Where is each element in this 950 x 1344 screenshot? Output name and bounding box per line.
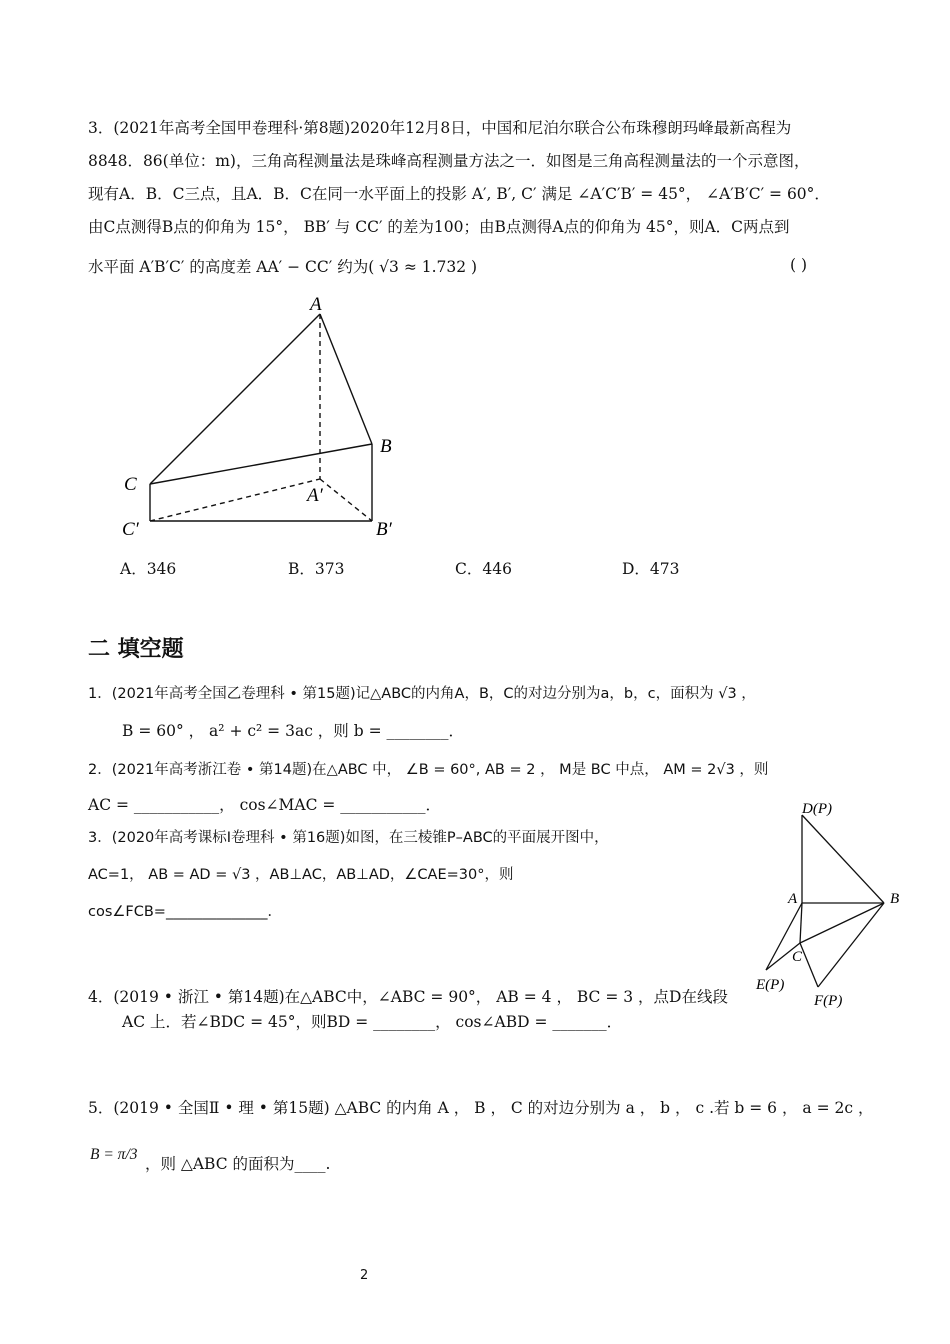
answer-paren: ( )	[790, 256, 808, 274]
edge-C1A1	[150, 479, 320, 521]
q1-line2: B = 60° ， a² + c² = 3ac ，则 b = ________．	[122, 722, 464, 740]
q5-line2: ，则 △ABC 的面积为____.	[145, 1155, 331, 1173]
label-B1: B′	[376, 519, 392, 540]
q4-line1: 4．(2019 • 浙江 • 第14题)在△ABC中，∠ABC = 90°， AB = 4 ， BC = 3 ，点D在线段	[88, 988, 728, 1006]
edge-A1B1	[320, 479, 372, 521]
label-D: D(P)	[802, 801, 832, 817]
label-B: B	[890, 891, 900, 907]
edge-CF	[800, 943, 818, 987]
problem3-line3: 现有A．B．C三点，且A．B．C在同一水平面上的投影 A′, B′, C′ 满足 ∠A′C′B′ = 45°， ∠A′B′C′ = 60°．	[88, 185, 830, 203]
q5-frac: B = π/3	[90, 1146, 138, 1163]
q4-line2: AC 上．若∠BDC = 45°，则BD = ________， cos∠ABD = _______．	[122, 1013, 623, 1031]
net-figure	[750, 795, 910, 1015]
problem3-line5: 水平面 A′B′C′ 的高度差 AA′ − CC′ 约为( √3 ≈ 1.732 )	[88, 258, 478, 276]
q3-line1: 3．(2020年高考课标Ⅰ卷理科 • 第16题)如图，在三棱锥P–ABC的平面展开图中，	[88, 830, 609, 846]
q3-line2: AC=1， AB = AD = √3 ，AB⊥AC，AB⊥AD，∠CAE=30°，则	[88, 867, 514, 883]
edge-CB	[800, 903, 884, 943]
edge-AB	[320, 314, 372, 444]
problem3-line2: 8848．86(单位：m)，三角高程测量法是珠峰高程测量方法之一．如图是三角高程测量法的一个示意图，	[88, 152, 810, 170]
label-F: F(P)	[814, 993, 843, 1009]
edge-AC	[800, 903, 802, 943]
problem3-line4: 由C点测得B点的仰角为 15°， BB′ 与 CC′ 的差为100；由B点测得A点的仰角为 45°，则A．C两点到	[88, 218, 790, 236]
label-A: A	[310, 294, 322, 315]
option-a: A．346	[120, 560, 177, 578]
option-b: B．373	[288, 560, 345, 578]
problem3-line1: 3．(2021年高考全国甲卷理科·第8题)2020年12月8日，中国和尼泊尔联合公布珠穆朗玛峰最新高程为	[88, 119, 792, 137]
section-title: 二 填空题	[88, 637, 184, 662]
q3-line3: cos∠FCB=______________．	[88, 904, 282, 920]
q2-line1: 2．(2021年高考浙江卷 • 第14题)在△ABC 中， ∠B = 60°, AB = 2 ， M是 BC 中点， AM = 2√3 ，则	[88, 762, 769, 778]
label-C1: C′	[122, 519, 139, 540]
label-C: C	[124, 474, 137, 495]
page-number: 2	[360, 1268, 369, 1283]
edge-FB	[818, 903, 884, 987]
label-C: C	[792, 949, 803, 965]
option-d: D．473	[622, 560, 680, 578]
q1-line1: 1．(2021年高考全国乙卷理科 • 第15题)记△ABC的内角A，B，C的对边分别为a，b，c，面积为 √3 ，	[88, 686, 756, 702]
label-E: E(P)	[756, 977, 785, 993]
q2-line2: AC = ___________， cos∠MAC = ___________．	[88, 796, 442, 814]
label-A1: A′	[307, 485, 323, 506]
edge-DB	[802, 815, 884, 903]
prism-figure	[110, 290, 410, 545]
label-A: A	[788, 891, 798, 907]
option-c: C．446	[455, 560, 512, 578]
label-B: B	[380, 436, 392, 457]
q5-line1: 5．(2019 • 全国Ⅱ • 理 • 第15题) △ABC 的内角 A ， B ， C 的对边分别为 a ， b ， c .若 b = 6 ， a = 2c ，	[88, 1099, 874, 1117]
